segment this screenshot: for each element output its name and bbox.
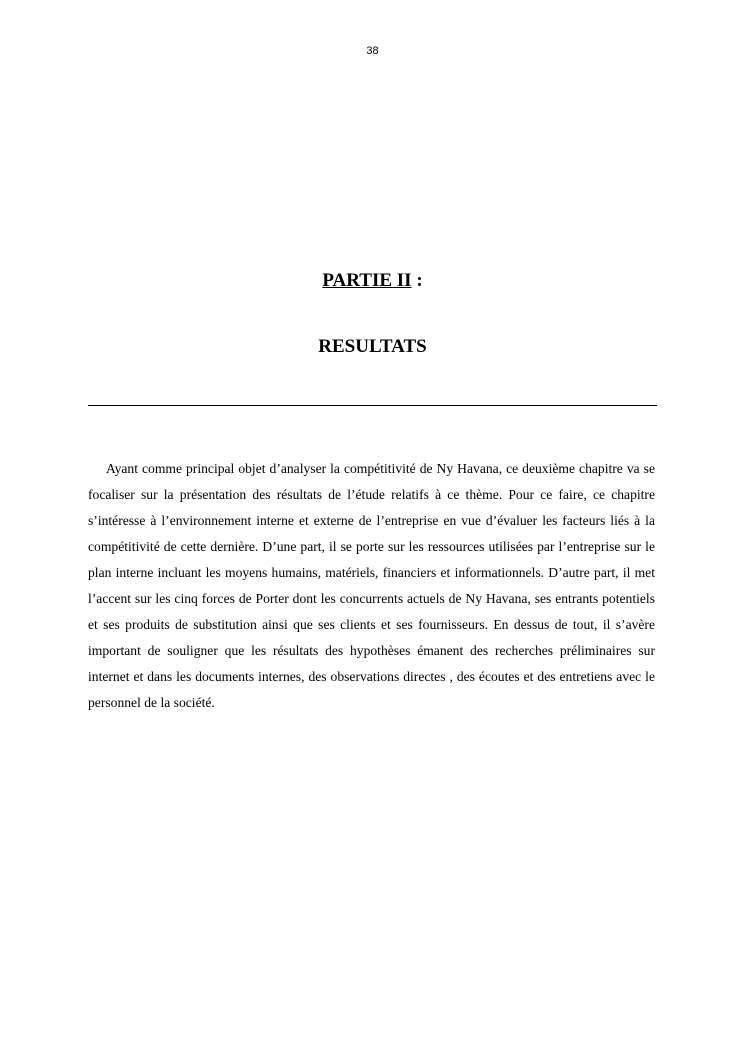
section-title: RESULTATS xyxy=(318,336,427,357)
body-paragraph: Ayant comme principal objet d’analyser la compétitivité de Ny Havana, ce deuxième chapitre va se focaliser sur la présentation des résultats de l’étude relatifs à ce thème. Pour ce faire, ce chapitre s’intéresse à l’environnement interne et externe de l’entreprise en vue d’évaluer les facteurs liés à la compétitivité de cette dernière. D’une part, il se porte sur les ressources utilisées par l’entreprise sur le plan interne incluant les moyens humains, matériels, financiers et informationnels. D’autre part, il met l’accent sur les cinq forces de Porter dont les concurrents actuels de Ny Havana, ses entrants potentiels et ses produits de substitution ainsi que ses clients et ses fournisseurs. En dessus de tout, il s’avère important de souligner que les résultats des hypothèses émanent des recherches préliminaires sur internet et dans les documents internes, des observations directes , des écoutes et des entretiens avec le personnel de la société. xyxy=(88,461,655,710)
horizontal-rule xyxy=(88,405,657,406)
part-suffix: : xyxy=(411,270,423,291)
part-label: PARTIE II xyxy=(322,270,412,291)
part-heading xyxy=(0,270,745,292)
page-number: 38 xyxy=(366,45,379,57)
